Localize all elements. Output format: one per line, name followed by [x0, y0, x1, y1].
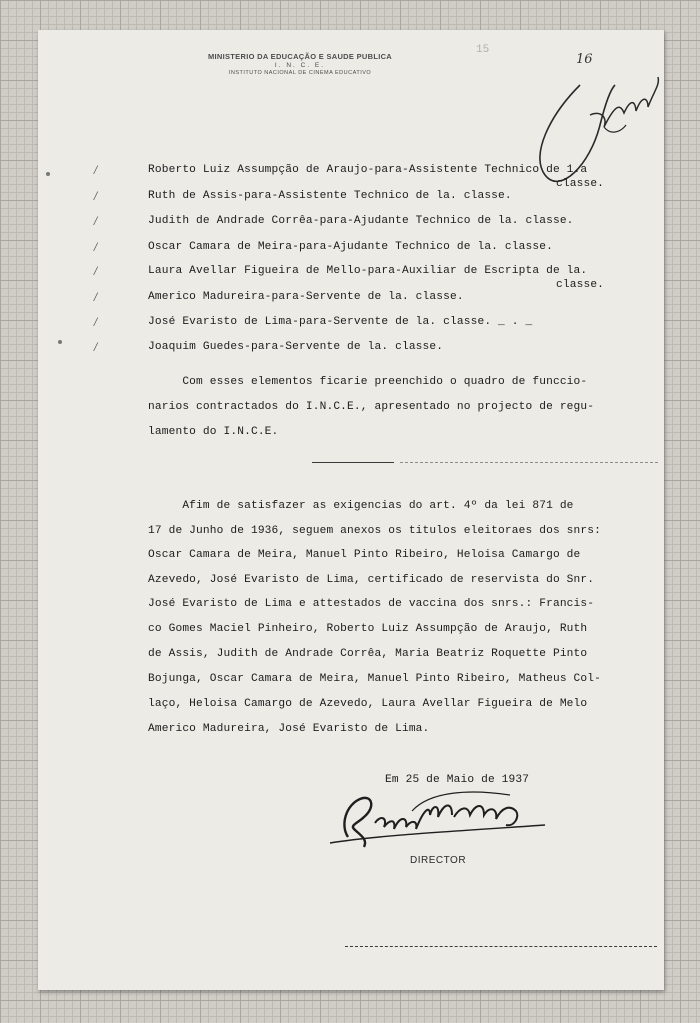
paragraph-line: Afim de satisfazer as exigencias do art. 4º da lei 871 de — [148, 500, 574, 512]
director-signature — [320, 785, 560, 860]
appointment-line: José Evaristo de Lima-para-Servente de la. classe. _ . _ — [148, 316, 533, 328]
paragraph-line: Bojunga, Oscar Camara de Meira, Manuel Pinto Ribeiro, Matheus Col- — [148, 673, 601, 685]
appointment-line: Oscar Camara de Meira-para-Ajudante Technico de la. classe. — [148, 241, 553, 253]
paragraph-line: lamento do I.N.C.E. — [148, 426, 279, 438]
letterhead-acronym: I. N. C. E. — [274, 62, 326, 69]
page-mark: 15 — [476, 44, 490, 56]
separator-line-faint — [400, 462, 658, 463]
paragraph-line: Oscar Camara de Meira, Manuel Pinto Ribeiro, Heloisa Camargo de — [148, 549, 581, 561]
paragraph-line: co Gomes Maciel Pinheiro, Roberto Luiz Assumpção de Araujo, Ruth — [148, 623, 588, 635]
paragraph-line: Com esses elementos ficarie preenchido o quadro de funccio- — [148, 376, 588, 388]
paragraph-line: de Assis, Judith de Andrade Corrêa, Maria Beatriz Roquette Pinto — [148, 648, 588, 660]
date-line: Em 25 de Maio de 1937 — [385, 774, 530, 786]
appointment-line: Americo Madureira-para-Servente de la. classe. — [148, 291, 464, 303]
check-mark-icon: / — [94, 165, 98, 176]
letterhead — [180, 52, 420, 76]
signature-caption: DIRECTOR — [410, 855, 467, 866]
punch-mark — [46, 172, 50, 176]
check-mark-icon: / — [94, 292, 98, 303]
appointment-continuation: classe. — [556, 178, 605, 190]
letterhead-ministry: MINISTERIO DA EDUCAÇÃO E SAUDE PUBLICA — [207, 52, 393, 61]
appointment-line: Ruth de Assis-para-Assistente Technico de la. classe. — [148, 190, 512, 202]
check-mark-icon: / — [94, 242, 98, 253]
appointment-line: Roberto Luiz Assumpção de Araujo-para-Assistente Technico de 1.a — [148, 164, 588, 176]
paragraph-line: 17 de Junho de 1936, seguem anexos os titulos eleitoraes dos snrs: — [148, 525, 601, 537]
letterhead-institute: INSTITUTO NACIONAL DE CINEMA EDUCATIVO — [228, 70, 372, 76]
appointment-line: Laura Avellar Figueira de Mello-para-Auxiliar de Escripta de la. — [148, 265, 588, 277]
bottom-separator-line — [345, 946, 657, 947]
appointment-line: Joaquim Guedes-para-Servente de la. classe. — [148, 341, 444, 353]
paragraph-line: José Evaristo de Lima e attestados de vaccina dos snrs.: Francis- — [148, 598, 595, 610]
check-mark-icon: / — [94, 191, 98, 202]
paragraph-line: Azevedo, José Evaristo de Lima, certificado de reservista do Snr. — [148, 574, 595, 586]
paragraph-line: laço, Heloisa Camargo de Azevedo, Laura Avellar Figueira de Melo — [148, 698, 588, 710]
check-mark-icon: / — [94, 317, 98, 328]
paragraph-line: Americo Madureira, José Evaristo de Lima. — [148, 723, 430, 735]
appointment-line: Judith de Andrade Corrêa-para-Ajudante Technico de la. classe. — [148, 215, 574, 227]
check-mark-icon: / — [94, 216, 98, 227]
appointment-continuation: classe. — [556, 279, 605, 291]
separator-line — [312, 462, 394, 463]
folio-number: 16 — [576, 52, 593, 67]
check-mark-icon: / — [94, 266, 98, 277]
punch-mark — [58, 340, 62, 344]
check-mark-icon: / — [94, 342, 98, 353]
paragraph-line: narios contractados do I.N.C.E., apresentado no projecto de regu- — [148, 401, 595, 413]
